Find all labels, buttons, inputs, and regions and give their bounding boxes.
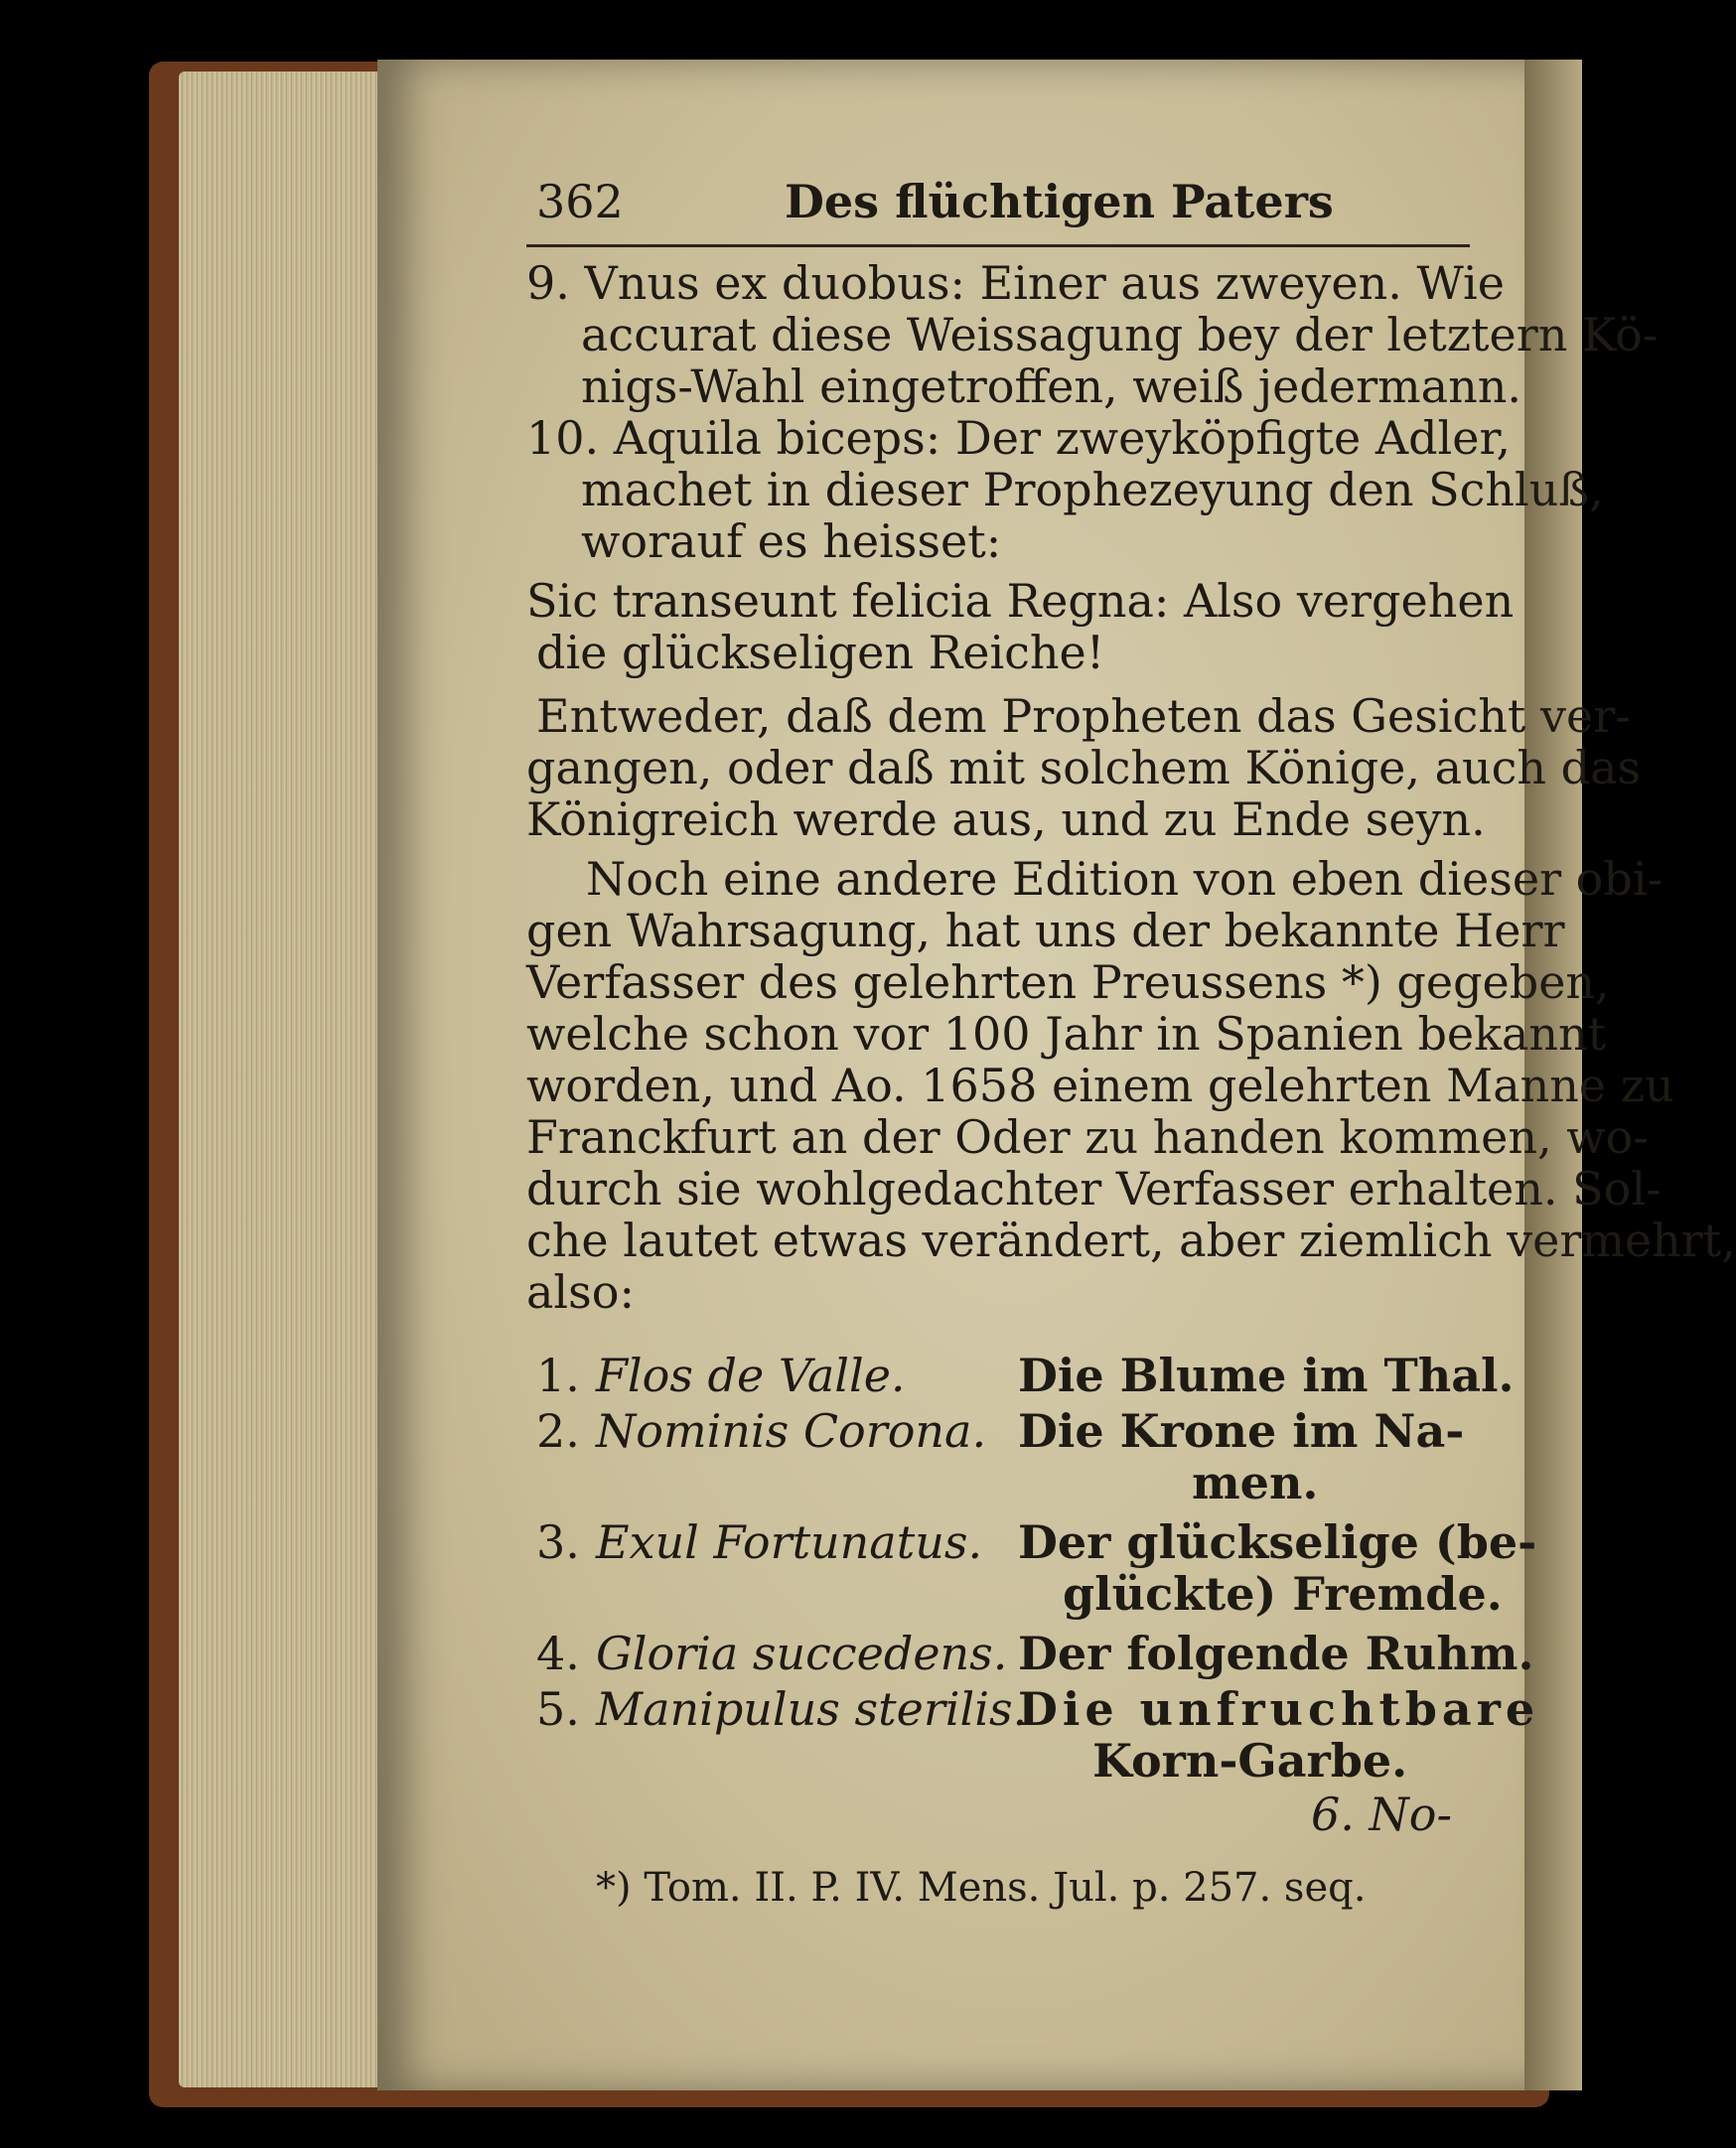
header-rule <box>526 244 1470 247</box>
body-line: gen Wahrsagung, hat uns der bekannte Herr <box>526 904 1565 957</box>
list-number: 4. <box>536 1627 580 1680</box>
german-term-cont: men. <box>1192 1456 1319 1509</box>
body-line: machet in dieser Prophezeyung den Schluß, <box>581 463 1604 516</box>
prophecy-list <box>526 1349 1540 1825</box>
latin-term: Nominis Corona. <box>596 1404 987 1458</box>
list-number: 2. <box>536 1404 580 1458</box>
catchword-line <box>526 1788 1480 1847</box>
body-line: also: <box>526 1265 635 1319</box>
page-edges <box>179 72 392 2087</box>
body-line: 9. Vnus ex duobus: Einer aus zweyen. Wie <box>526 256 1505 310</box>
german-term: Der folgende Ruhm. <box>1018 1627 1534 1680</box>
body-text <box>526 256 1736 1319</box>
body-line: accurat diese Weissagung bey der letztern Kö- <box>581 308 1659 361</box>
latin-term: Flos de Valle. <box>596 1349 906 1402</box>
body-line: Sic transeunt felicia Regna: Also vergehen <box>526 574 1515 628</box>
list-number: 1. <box>536 1349 580 1402</box>
german-term-cont: Korn-Garbe. <box>1092 1734 1408 1788</box>
body-line: welche schon vor 100 Jahr in Spanien bekannt <box>526 1007 1607 1061</box>
page-number: 362 <box>536 175 624 228</box>
footnote-line <box>526 1865 1480 1925</box>
body-line: worden, und Ao. 1658 einem gelehrten Manne zu <box>526 1059 1674 1112</box>
german-term: Der glückselige (be- <box>1018 1515 1537 1569</box>
running-title: Des flüchtigen Paters <box>785 175 1334 228</box>
latin-term: Exul Fortunatus. <box>596 1515 983 1569</box>
german-term: Die unfruchtbare <box>1018 1682 1540 1736</box>
german-term: Die Krone im Na- <box>1018 1404 1465 1458</box>
german-term: Die Blume im Thal. <box>1018 1349 1515 1402</box>
body-line: 10. Aquila biceps: Der zweyköpfigte Adler, <box>526 411 1512 465</box>
list-number: 3. <box>536 1515 580 1569</box>
body-line: durch sie wohlgedachter Verfasser erhalten. Sol- <box>526 1162 1662 1216</box>
body-line: die glückseligen Reiche! <box>536 626 1105 679</box>
german-term-cont: glückte) Fremde. <box>1063 1567 1503 1621</box>
body-line: Franckfurt an der Oder zu handen kommen, wo- <box>526 1110 1649 1164</box>
body-line: gangen, oder daß mit solchem Könige, auch das <box>526 741 1642 794</box>
body-line: Entweder, daß dem Propheten das Gesicht ver- <box>536 689 1631 743</box>
list-number: 5. <box>536 1682 580 1736</box>
catchword: 6. No- <box>1311 1788 1452 1841</box>
body-line: Verfasser des gelehrten Preussens *) gegeben, <box>526 955 1610 1009</box>
body-line: che lautet etwas verändert, aber ziemlich vermehrt, <box>526 1214 1736 1267</box>
body-line: Noch eine andere Edition von eben dieser obi- <box>586 852 1664 906</box>
body-line: worauf es heisset: <box>581 514 1002 568</box>
body-line: nigs-Wahl eingetroffen, weiß jedermann. <box>581 359 1521 413</box>
footnote: *) Tom. II. P. IV. Mens. Jul. p. 257. seq. <box>596 1865 1367 1911</box>
latin-term: Manipulus sterilis. <box>596 1682 1028 1736</box>
latin-term: Gloria succedens. <box>596 1627 1008 1680</box>
body-line: Königreich werde aus, und zu Ende seyn. <box>526 792 1486 846</box>
